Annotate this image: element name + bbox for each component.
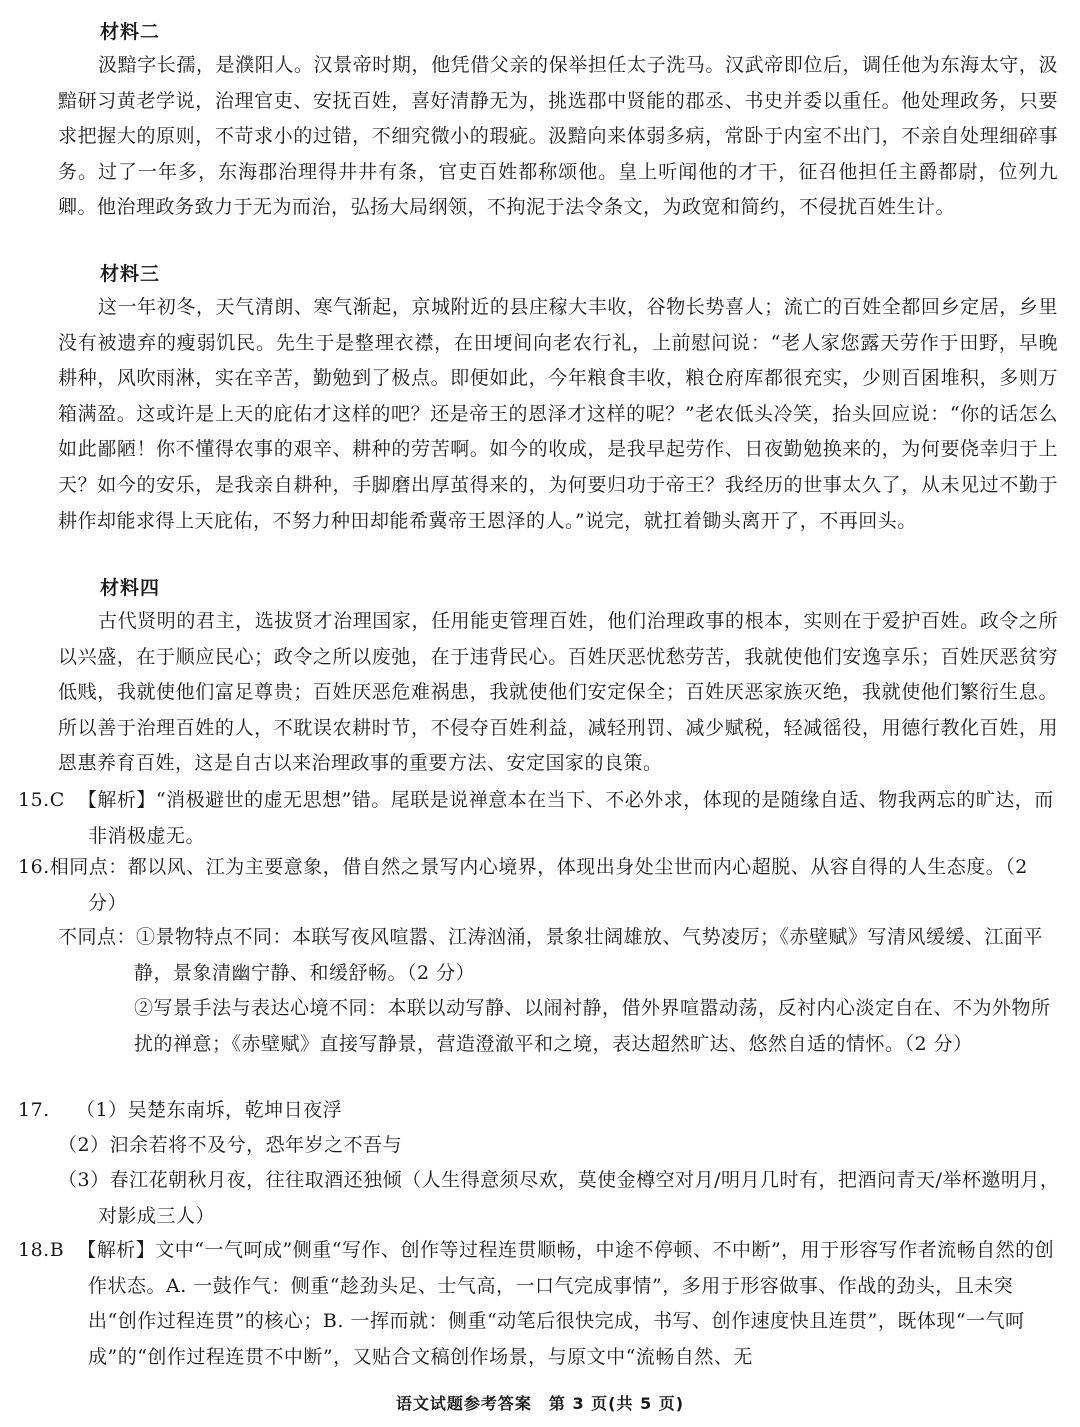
question-17 — [18, 1093, 1062, 1129]
q16-diff-block — [58, 920, 1062, 991]
material4-text: 古代贤明的君主，选拔贤才治理国家，任用能吏管理百姓，他们治理政事的根本，实则在于爱护百姓。政令之所以兴盛，在于顺应民心；政令之所以废弛，在于违背民心。百姓厌恶忧愁劳苦，我就使他们安逸享乐；百姓厌恶贫穷低贱，我就使他们富足尊贵；百姓厌恶危难祸患，我就使他们安定保全；百姓厌恶家族灭绝，我就使他们繁衍生息。所以善于治理百姓的人，不耽误农耕时节，不侵夺百姓利益，减轻刑罚、减少赋税，轻减徭役，用德行教化百姓，用恩惠养育百姓，这是自古以来治理政事的重要方法、安定国家的良策。 — [58, 610, 1058, 775]
q16-diff-label: 不同点： — [58, 926, 137, 948]
q15-number: 15. — [18, 789, 50, 811]
q17-answer3: （3）春江花朝秋月夜，往往取酒还独倾（人生得意须尽欢，莫使金樽空对月/明月几时有，把酒问青天/举杯邀明月，对影成三人） — [58, 1169, 1060, 1227]
q18-tag: 【解析】 — [77, 1239, 156, 1261]
question-15 — [18, 783, 1062, 854]
material2-heading: 材料二 — [100, 21, 161, 43]
q18-answer: B — [49, 1239, 65, 1261]
q17-number: 17. — [18, 1099, 50, 1121]
q17-answer3-block — [58, 1163, 1062, 1234]
q18-number: 18. — [18, 1239, 50, 1261]
q16-same-label: 相同点： — [49, 856, 128, 878]
q15-tag: 【解析】 — [77, 789, 156, 811]
page-footer: 语文试题参考答案 第 3 页(共 5 页) — [395, 1394, 685, 1413]
question-16 — [18, 850, 1062, 921]
q18-text: 文中“一气呵成”侧重“写作、创作等过程连贯顺畅，中途不停顿、不中断”，用于形容写作者流畅自然的创作状态。A. 一鼓作气：侧重“趁劲头足、士气高，一口气完成事情”，多用于形容做事、作战的劲头，且未突出“创作过程连贯”的核心；B. 一挥而就：侧重“动笔后很快完成，书写、创作速度快且连贯”，既体现“一气呵成”的“创作过程连贯不中断”，又贴合文稿创作场景，与原文中“流畅自然、无 — [88, 1239, 1055, 1368]
question-18 — [18, 1233, 1062, 1375]
material3-text: 这一年初冬，天气清朗、寒气渐起，京城附近的县庄稼大丰收，谷物长势喜人；流亡的百姓全都回乡定居，乡里没有被遗弃的瘦弱饥民。先生于是整理衣襟，在田埂间向老农行礼，上前慰问说：“老人家您露天劳作于田野，早晚耕种，风吹雨淋，实在辛苦，勤勉到了极点。即便如此，今年粮食丰收，粮仓府库都很充实，少则百囷堆积，多则万箱满盈。这或许是上天的庇佑才这样的吧？还是帝王的恩泽才这样的呢？”老农低头冷笑，抬头回应说：“你的话怎么如此鄙陋！你不懂得农事的艰辛、耕种的劳苦啊。如今的收成，是我早起劳作、日夜勤勉换来的，为何要侥幸归于上天？如今的安乐，是我亲自耕种，手脚磨出厚茧得来的，为何要归功于帝王？我经历的世事太久了，从未见过不勤于耕作却能求得上天庇佑，不努力种田却能希冀帝王恩泽的人。”说完，就扛着锄头离开了，不再回头。 — [58, 296, 1058, 532]
q15-answer: C — [49, 789, 65, 811]
q16-diff1: ①景物特点不同：本联写夜风喧嚣、江涛汹涌，景象壮阔雄放、气势凌厉；《赤壁赋》写清风缓缓、江面平静，景象清幽宁静、和缓舒畅。（2 分） — [134, 926, 1044, 984]
q17-answer2: （2）汩余若将不及兮，恐年岁之不吾与 — [58, 1134, 403, 1156]
material4-heading: 材料四 — [100, 577, 161, 599]
q16-same-text: 都以风、江为主要意象，借自然之景写内心境界，体现出身处尘世而内心超脱、从容自得的人生态度。（2 分） — [88, 856, 1028, 914]
q15-text: “消极避世的虚无思想”错。尾联是说禅意本在当下、不必外求，体现的是随缘自适、物我两忘的旷达，而非消极虚无。 — [88, 789, 1054, 847]
material2-text: 汲黯字长孺，是濮阳人。汉景帝时期，他凭借父亲的保举担任太子洗马。汉武帝即位后，调任他为东海太守，汲黯研习黄老学说，治理官吏、安抚百姓，喜好清静无为，挑选郡中贤能的郡丞、书史并委以重任。他处理政务，只要求把握大的原则，不苛求小的过错，不细究微小的瑕疵。汲黯向来体弱多病，常卧于内室不出门，不亲自处理细碎事务。过了一年多，东海郡治理得井井有条，官吏百姓都称颂他。皇上听闻他的才干，征召他担任主爵都尉，位列九卿。他治理政务致力于无为而治，弘扬大局纲领，不拘泥于法令条文，为政宽和简约，不侵扰百姓生计。 — [58, 54, 1058, 219]
q16-diff2: ②写景手法与表达心境不同：本联以动写静、以闹衬静，借外界喧嚣动荡，反衬内心淡定自在、不为外物所扰的禅意；《赤壁赋》直接写静景，营造澄澈平和之境，表达超然旷达、悠然自适的情怀。（2 分） — [134, 997, 1051, 1055]
q16-number: 16. — [18, 856, 50, 878]
material3-heading: 材料三 — [100, 263, 161, 285]
q17-answer1: （1）吴楚东南坼，乾坤日夜浮 — [76, 1099, 343, 1121]
